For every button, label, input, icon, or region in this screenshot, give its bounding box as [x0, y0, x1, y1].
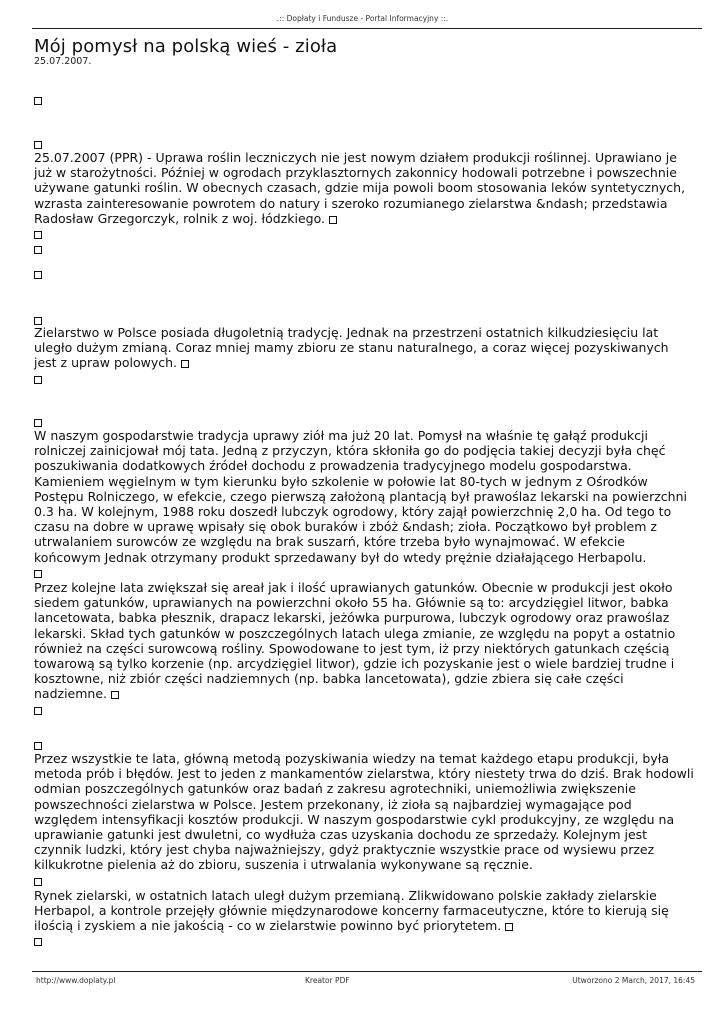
missing-glyph-box — [34, 271, 42, 279]
missing-glyph-box — [34, 97, 42, 105]
footer-generator: Kreator PDF — [305, 976, 350, 985]
missing-glyph-box — [34, 141, 42, 149]
footer-created: Utworzono 2 March, 2017, 16:45 — [572, 976, 695, 985]
paragraph-3: W naszym gospodarstwie tradycja uprawy ziół ma już 20 lat. Pomysł na właśnie tę gałąź produkcji rolniczej zainicjował mój tata. Jedną z przyczyn, która skłoniła go do podjęcia takiej decyzji była chęć poszukiwania dodatkowych źródeł dochodu z prowadzenia tradycyjnego modelu gospodarstwa. Kamieniem węgielnym w tym kierunku było szkolenie w połowie lat 80-tych w jednym z Ośrodków Postępu Rolniczego, w efekcie, czego pierwszą założoną plantacją był prawoślaz lekarski na powierzchni 0.3 ha. W kolejnym, 1988 roku doszedł lubczyk ogrodowy, który zajął powierzchnię 2,0 ha. Od tego to czasu na dobre w uprawę wpisały się obok buraków i zbóż &ndash; zioła. Początkowo był problem z utrwalaniem surowców ze względu na brak suszarń, które trzeba było wynajmować. W efekcie końcowym Jednak otrzymany produkt sprzedawany był do wtedy prężnie działającego Herbapolu. Przez kolejne lata zwiększał się areał jak i ilość uprawianych gatunków. Obecnie w produkcji jest około siedem gatunków, uprawianych na powierzchni około 55 ha. Głównie są to: arcydzięgiel litwor, babka lancetowata, babka płesznik, drapacz lekarski, jeżówka purpurowa, lubczyk ogrodowy oraz prawoślaz lekarski. Skład tych gatunków w poszczególnych latach ulega zmianie, ze względu na popyt a ostatnio również na części surowcową rośliny. Spowodowane to jest tym, iż przy niektórych gatunkach częścią towarową są tylko korzenie (np. arcydzięgiel litwor), gdzie ich pozyskanie jest o wiele bardziej trudne i kosztowne, niż zbiór części nadziemnych (np. babka lancetowata), gdzie zbiera się całe części nadziemne. — [34, 428, 694, 717]
missing-glyph-box — [329, 216, 337, 224]
paragraph-6: Rynek zielarski, w ostatnich latach uległ dużym przemianą. Zlikwidowano polskie zakłady zielarskie Herbapol, a kontrole przejęły głównie międzynarodowe koncerny farmaceutyczne, które to kierują się ilością i zyskiem a nie jakością - co w zielarstwie powinno być priorytetem. — [34, 887, 669, 934]
missing-glyph-box — [181, 360, 189, 368]
paragraph-4: Przez kolejne lata zwiększał się areał jak i ilość uprawianych gatunków. Obecnie w produkcji jest około siedem gatunków, uprawianych na powierzchni około 55 ha. Głównie są to: arcydzięgiel litwor, babka lancetowata, babka płesznik, drapacz lekarski, jeżówka purpurowa, lubczyk ogrodowy oraz prawoślaz lekarski. Skład tych gatunków w poszczególnych latach ulega zmianie, ze względu na popyt a ostatnio również na części surowcową rośliny. Spowodowane to jest tym, iż przy niektórych gatunkach częścią towarową są tylko korzenie (np. arcydzięgiel litwor), gdzie ich pozyskanie jest o wiele bardziej trudne i kosztowne, niż zbiór części nadziemnych (np. babka lancetowata), gdzie zbiera się całe części nadziemne. — [34, 580, 676, 702]
missing-glyph-box — [34, 707, 42, 715]
missing-glyph-box — [34, 878, 42, 886]
paragraph-1: 25.07.2007 (PPR) - Uprawa roślin leczniczych nie jest nowym działem produkcji roślinnej. Uprawiano je już w starożytności. Później w ogrodach przyklasztornych zakonnicy hodowali potrzebne i powszechnie używane gatunki roślin. W obecnych czasach, gdzie mija powoli boom stosowania leków syntetycznych, wzrasta zainteresowanie powrotem do natury i szeroko rozumianego zielarstwa &ndash; przedstawia Radosław Grzegorczyk, rolnik z woj. łódzkiego. — [34, 150, 694, 256]
footer-rule — [32, 971, 702, 972]
missing-glyph-box — [34, 570, 42, 578]
missing-glyph-box — [34, 938, 42, 946]
missing-glyph-box — [505, 923, 513, 931]
paragraph-2: Zielarstwo w Polsce posiada długoletnią tradycję. Jednak na przestrzeni ostatnich kilkudziesięciu lat uległo dużym zmianą. Coraz mniej mamy zbioru ze stanu naturalnego, a coraz więcej pozyskiwanych jest z upraw polowych. — [34, 325, 694, 386]
missing-glyph-box — [34, 317, 42, 325]
missing-glyph-box — [34, 742, 42, 750]
header-rule — [32, 28, 702, 29]
missing-glyph-box — [34, 246, 42, 254]
article-date: 25.07.2007. — [34, 56, 92, 67]
portal-header: .:: Dopłaty i Fundusze - Portal Informacyjny ::. — [276, 14, 449, 23]
footer-url[interactable]: http://www.doplaty.pl — [36, 976, 116, 985]
paragraph-5: Przez wszystkie te lata, główną metodą pozyskiwania wiedzy na temat każdego etapu produkcji, była metoda prób i błędów. Jest to jeden z mankamentów zielarstwa, który niestety trwa do dziś. Brak hodowli odmian poszczególnych gatunków oraz badań z zakresu agrotechniki, uniemożliwia zwiększenie powszechności zielarstwa w Polsce. Jestem przekonany, iż zioła są najbardziej wymagające pod względem intensyfikacji kosztów produkcji. W naszym gospodarstwie cykl produkcyjny, ze względu na uprawianie gatunki jest dwuletni, co wydłuża czas uzyskania dochodu ze sprzedaży. Kolejnym jest czynnik ludzki, który jest chyba najważniejszy, gdyż praktycznie wszystkie prace od wysiewu przez kilkukrotne pielenia aż do zbioru, suszenia i utrwalania wykonywane są ręcznie. Rynek zielarski, w ostatnich latach uległ dużym przemianą. Zlikwidowano polskie zakłady zielarskie Herbapol, a kontrole przejęły głównie międzynarodowe koncerny farmaceutyczne, które to kierują się ilością i zyskiem a nie jakością - co w zielarstwie powinno być priorytetem. — [34, 751, 694, 949]
missing-glyph-box — [111, 691, 119, 699]
missing-glyph-box — [34, 419, 42, 427]
missing-glyph-box — [34, 231, 42, 239]
article-title: Mój pomysł na polską wieś - zioła — [34, 36, 338, 57]
missing-glyph-box — [34, 376, 42, 384]
